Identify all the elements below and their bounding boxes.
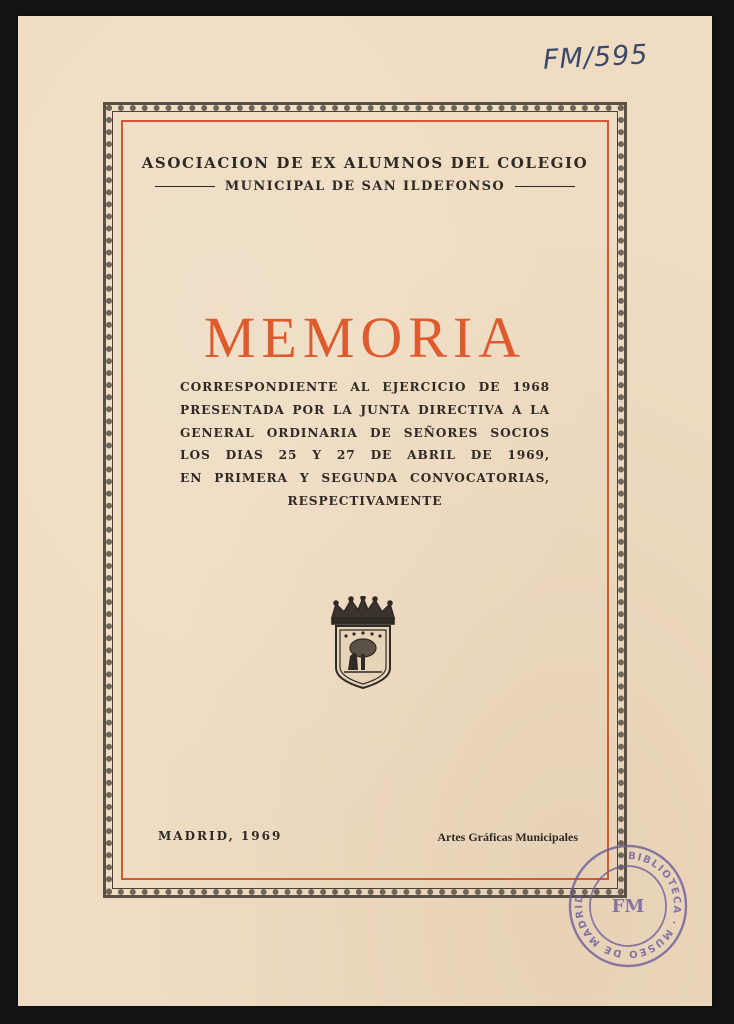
madrid-coat-of-arms-icon [324,596,402,690]
catalog-mark: FM/595 [542,39,650,76]
association-name-line1: ASOCIACION DE EX ALUMNOS DEL COLEGIO [141,154,589,172]
subtitle-line: EN PRIMERA Y SEGUNDA CONVOCATORIAS, [180,471,550,486]
subtitle-line: PRESENTADA POR LA JUNTA DIRECTIVA A LA [180,402,550,417]
rule-left [155,186,215,187]
rule-right [515,186,575,187]
library-stamp-icon [565,840,691,974]
association-name-line2 [155,179,575,194]
subtitle-line: RESPECTIVAMENTE [287,493,443,508]
association-name-line2-text: MUNICIPAL DE SAN ILDEFONSO [224,179,506,194]
stamp-ring-text: BIBLIOTECA · MUSEO DE MADRID [573,850,683,960]
stamp-inner-text: FM [611,896,645,917]
document-title: MEMORIA [203,305,527,370]
place-and-year: MADRID, 1969 [158,829,283,843]
subtitle-line: GENERAL ORDINARIA DE SEÑORES SOCIOS [180,425,550,440]
printer-name: Artes Gráficas Municipales [437,830,578,844]
subtitle-line: LOS DIAS 25 Y 27 DE ABRIL DE 1969, [180,448,550,463]
subtitle-block [180,376,550,513]
subtitle-line: CORRESPONDIENTE AL EJERCICIO DE 1968 [180,380,550,394]
